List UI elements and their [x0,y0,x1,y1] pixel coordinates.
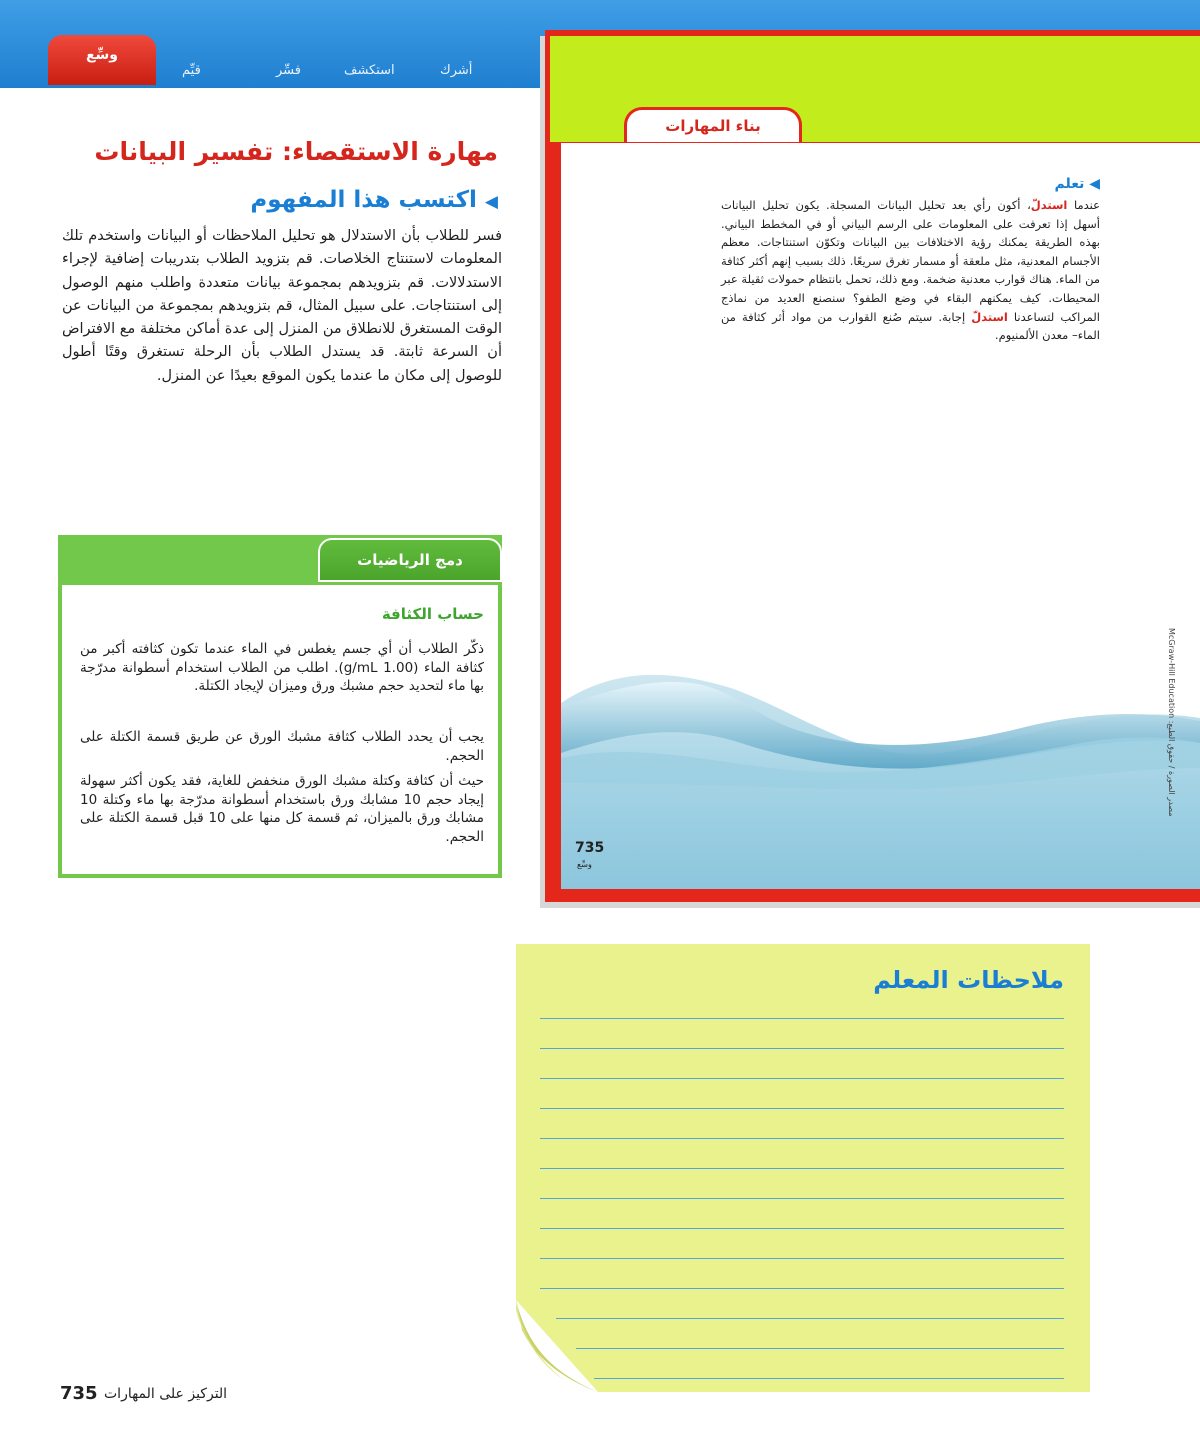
note-line [540,1108,1064,1109]
page-curl-icon [516,1300,598,1392]
nav-tab-extend-active[interactable]: وسِّع [48,35,156,85]
nav-tab-engage[interactable]: أشرك [440,63,473,78]
concept-body: فسر للطلاب بأن الاستدلال هو تحليل الملاحظات أو البيانات واستخدم تلك المعلومات لاستنتاج الخلاصات. قم بتزويد الطلاب بتدريبات إضافية لإجراء الاستدلالات. قم بتزويدهم بمجموعة بيانات متعددة واطلب منهم الوصول إلى استنتاجات. على سبيل المثال، قم بتزويدهم بمجموعة من البيانات عن الوقت المستغرق للانطلاق من المنزل إلى عدة أماكن مختلفة مع الافتراض أن السرعة ثابتة. قد يستدل الطلاب بأن الرحلة تستغرق وقتًا أطول للوصول إلى مكان ما عندما يكون الموقع بعيدًا عن المنزل. [62,228,502,384]
learn-text-mid: ، أكون رأي بعد تحليل البيانات المسجلة. يكون تحليل البيانات أسهل إذا تعرفت على المعلومات على الرسم البياني أو في المخطط البياني. بهذه الطريقة يمكنك رؤية الاختلافات بين البيانات وتكوّن استنتاجات. معظم الأجسام المعدنية، مثل ملعقة أو مسمار تغرق سريعًا. ذلك بسبب إنهم أكثر كثافة من الماء. هناك قوارب معدنية ضخمة. ومع ذلك، تحمل بانتظام حمولات ثقيلة عبر المحيطات. كيف يمكنهم البقاء في وضع الطفو؟ سنصنع العديد من نماذج المراكب لتساعدنا [721,198,1100,324]
note-line [556,1318,1064,1319]
nav-tab-explore[interactable]: استكشف [344,63,395,78]
math-tab-label: دمج الرياضيات [318,538,502,582]
photo-credit: McGraw-Hill Education :مصدر الصورة / حقوق الطبع [1167,628,1176,817]
teacher-notes-title: ملاحظات المعلم [873,966,1064,994]
learn-paragraph [721,196,1100,345]
skill-title: مهارة الاستقصاء: تفسير البيانات [94,137,498,166]
nav-tab-explain[interactable]: فسِّر [276,63,301,78]
note-line [540,1228,1064,1229]
learn-heading-text: تعلم [1054,176,1085,192]
note-line [594,1378,1064,1379]
triangle-bullet-icon: ◀ [484,192,498,212]
concept-heading-text: اكتسب هذا المفهوم [250,187,477,213]
concept-heading [38,187,498,213]
math-paragraph-2: يجب أن يحدد الطلاب كثافة مشبك الورق عن طريق قسمة الكتلة على الحجم. [80,729,484,764]
footer-page-number: 735 [60,1383,98,1404]
math-paragraph-1: ذكّر الطلاب أن أي جسم يغطس في الماء عندما تكون كثافته أكبر من كثافة الماء (1.00 g/mL). اطلب من الطلاب استخدام أسطوانة مدرّجة بها ماء لتحديد حجم مشبك ورق وميزان لإيجاد الكتلة. [80,641,484,694]
skills-tab-label: بناء المهارات [624,107,802,142]
note-line [540,1288,1064,1289]
student-page-number: 735 [575,840,605,856]
note-line [540,1138,1064,1139]
learn-heading: ◀ تعلم [1054,176,1100,192]
note-line [540,1048,1064,1049]
note-line [540,1168,1064,1169]
footer-label: التركيز على المهارات [104,1386,228,1402]
note-line [540,1018,1064,1019]
keyword-infer-1: استدلّ [1030,198,1068,212]
note-line [576,1348,1064,1349]
student-page-label: وسِّع [577,860,592,869]
note-line [540,1078,1064,1079]
note-line [540,1198,1064,1199]
math-subtitle: حساب الكثافة [381,605,484,623]
math-paragraph-3: حيث أن كثافة وكتلة مشبك الورق منخفض للغاية، فقد يكون أكثر سهولة إيجاد حجم 10 مشابك ورق باستخدام أسطوانة مدرّجة بها ماء وكتلة 10 مشابك ورق بالميزان، ثم قسمة كل منها على 10 قبل قسمة الكتلة على الحجم. [80,773,484,845]
keyword-infer-2: استدلّ [971,309,1008,324]
nav-tab-evaluate[interactable]: قيِّم [182,63,201,78]
learn-text-pre: عندما [1067,198,1100,212]
note-line [540,1258,1064,1259]
learn-text-post: إجابة. سيتم صُنع القوارب من مواد أثر كثافة من الماء– معدن الألمنيوم. [721,309,1100,343]
